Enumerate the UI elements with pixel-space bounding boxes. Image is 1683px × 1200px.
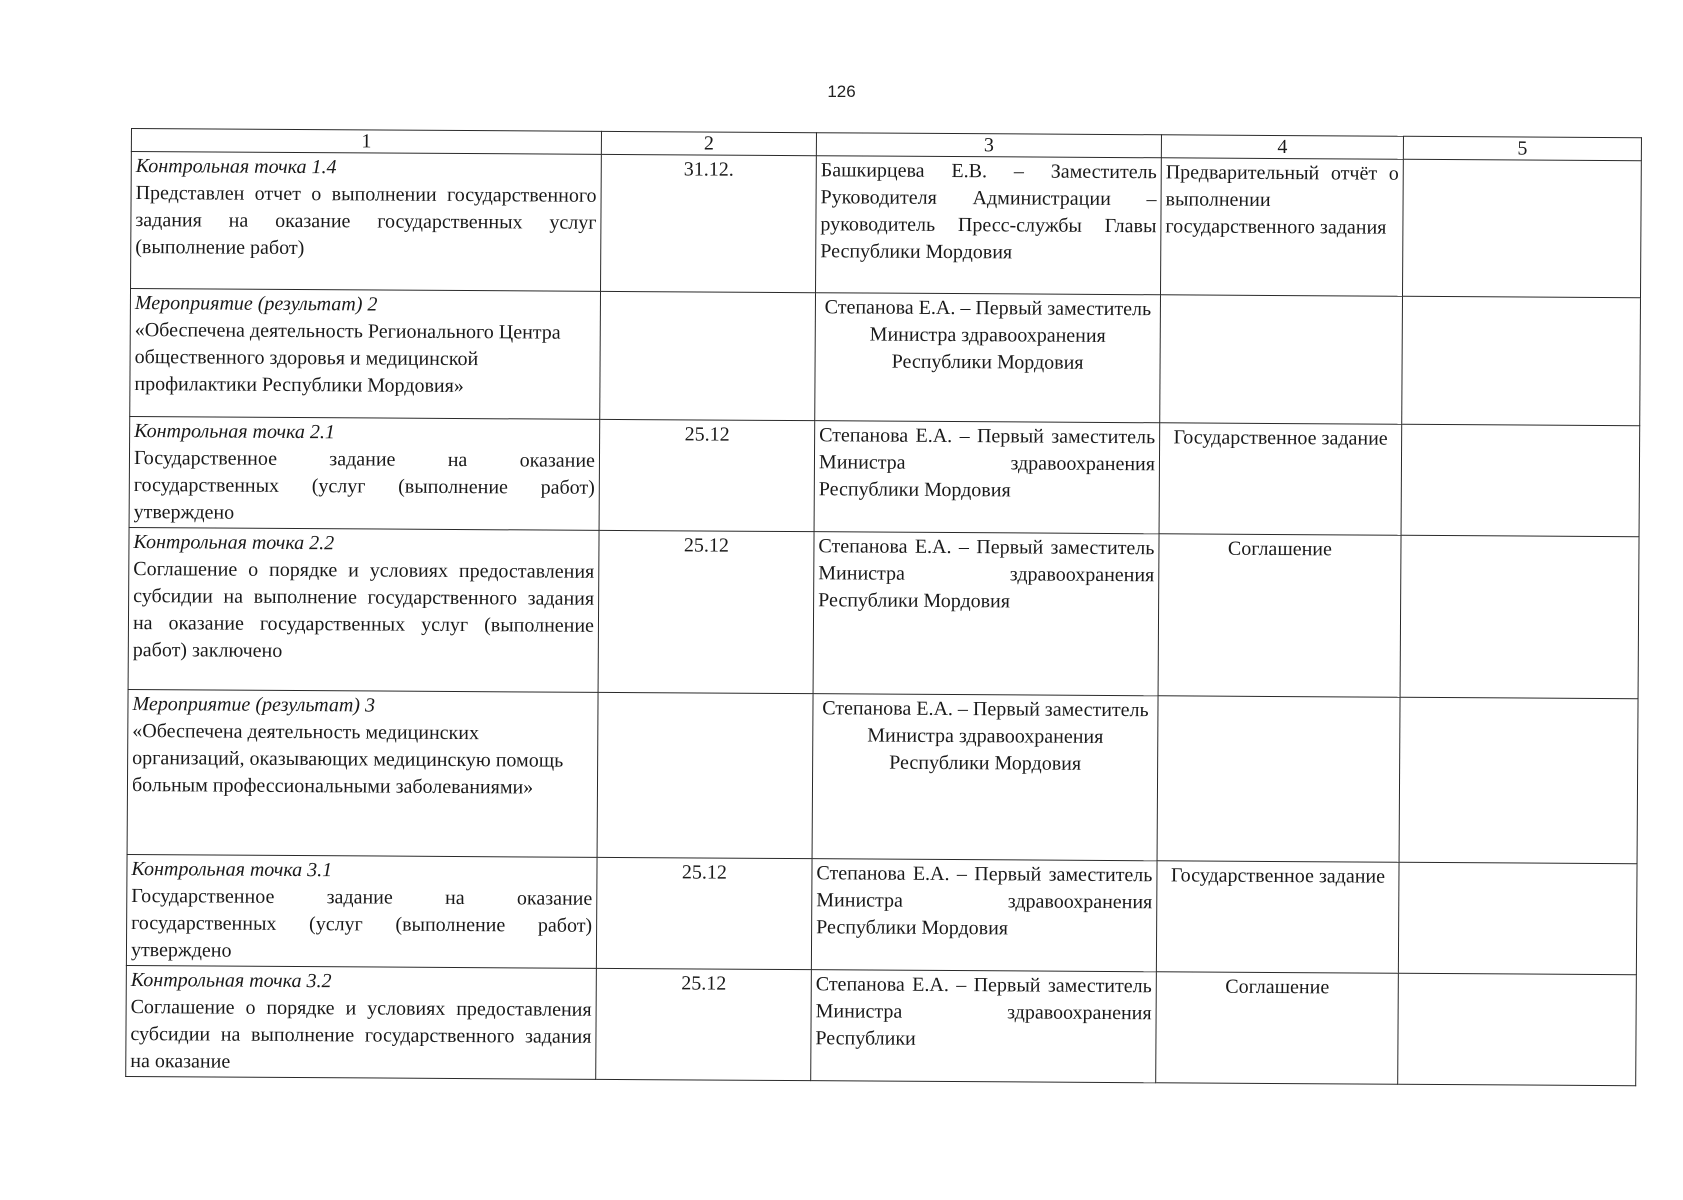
header-col-1: 1 [131,129,601,155]
cell-document: Государственное задание [1159,423,1402,535]
cell-item [131,152,602,292]
cell-col5 [1400,535,1639,698]
row-label: Контрольная точка 3.2 [130,969,332,993]
row-label: Мероприятие (результат) 3 [132,693,376,717]
row-label: Контрольная точка 2.1 [134,420,335,444]
cell-item [126,854,597,968]
cell-responsible: Степанова Е.А. – Первый заместитель Министра здравоохранения Республики Мордовия [814,421,1160,534]
cell-document: Государственное задание [1156,861,1399,973]
cell-item [126,965,597,1079]
cell-responsible: Степанова Е.А. – Первый заместитель Министра здравоохранения Республики [811,970,1157,1083]
row-text: Государственное задание на оказание государственных (услуг (выполнение работ) утверждено [133,447,596,524]
table-row [126,965,1637,1085]
table-row [131,152,1642,298]
cell-col5 [1398,973,1637,1085]
cell-col5 [1402,296,1641,425]
cell-document: Предварительный отчёт о выполнении государственного задания [1161,158,1404,296]
row-text: Государственное задание на оказание государственных (услуг (выполнение работ) утверждено [130,885,593,962]
cell-responsible: Башкирцева Е.В. – Заместитель Руководителя Администрации – руководитель Пресс-службы Главы Республики Мордовия [816,156,1162,295]
cell-date: 25.12 [599,419,815,531]
table-row [126,854,1637,974]
row-label: Мероприятие (результат) 2 [134,292,378,316]
row-text: «Обеспечена деятельность медицинских организаций, оказывающих медицинскую помощь больным профессиональными заболеваниями» [131,720,564,799]
cell-date: 25.12 [596,968,812,1080]
cell-col5 [1398,862,1637,974]
row-text: Соглашение о порядке и условиях предоставления субсидии на выполнение государственного задания на оказание [130,996,592,1073]
table-row [129,416,1640,536]
cell-item [128,527,599,692]
cell-date [600,291,816,420]
cell-item [130,289,601,420]
row-text: Соглашение о порядке и условиях предоставления субсидии на выполнение государственного задания на оказание государственных услуг (выполнение работ) заключено [132,558,595,662]
row-text: Представлен отчет о выполнении государственного задания на оказание государственных услуг (выполнение работ) [135,182,597,260]
cell-col5 [1401,424,1640,536]
table-row [128,527,1639,698]
header-col-4: 4 [1161,135,1403,159]
cell-responsible: Степанова Е.А. – Первый заместитель Министра здравоохранения Республики Мордовия [815,293,1161,423]
cell-date: 31.12. [601,154,817,292]
cell-document [1160,295,1403,424]
cell-col5 [1399,697,1638,863]
header-col-2: 2 [601,131,816,155]
row-label: Контрольная точка 1.4 [135,155,337,179]
cell-date: 25.12 [596,857,812,969]
header-col-5: 5 [1403,136,1641,160]
cell-document: Соглашение [1158,534,1401,697]
header-col-3: 3 [816,133,1161,158]
row-text: «Обеспечена деятельность Регионального Центра общественного здоровья и медицинской профилактики Республики Мордовия» [134,319,561,398]
cell-document: Соглашение [1156,972,1399,1084]
cell-document [1157,696,1400,862]
row-label: Контрольная точка 2.2 [133,531,335,555]
cell-item [127,689,598,857]
cell-responsible: Степанова Е.А. – Первый заместитель Министра здравоохранения Республики Мордовия [813,532,1159,696]
plan-table [125,128,1642,1086]
table-row [130,289,1641,426]
cell-col5 [1402,159,1641,297]
page-number: 126 [827,82,856,101]
cell-responsible: Степанова Е.А. – Первый заместитель Министра здравоохранения Республики Мордовия [811,859,1157,972]
cell-date: 25.12 [598,530,814,693]
cell-responsible: Степанова Е.А. – Первый заместитель Министра здравоохранения Республики Мордовия [812,694,1158,861]
table-row [127,689,1638,863]
row-label: Контрольная точка 3.1 [131,858,333,882]
cell-date [597,692,813,858]
cell-item [129,416,600,530]
